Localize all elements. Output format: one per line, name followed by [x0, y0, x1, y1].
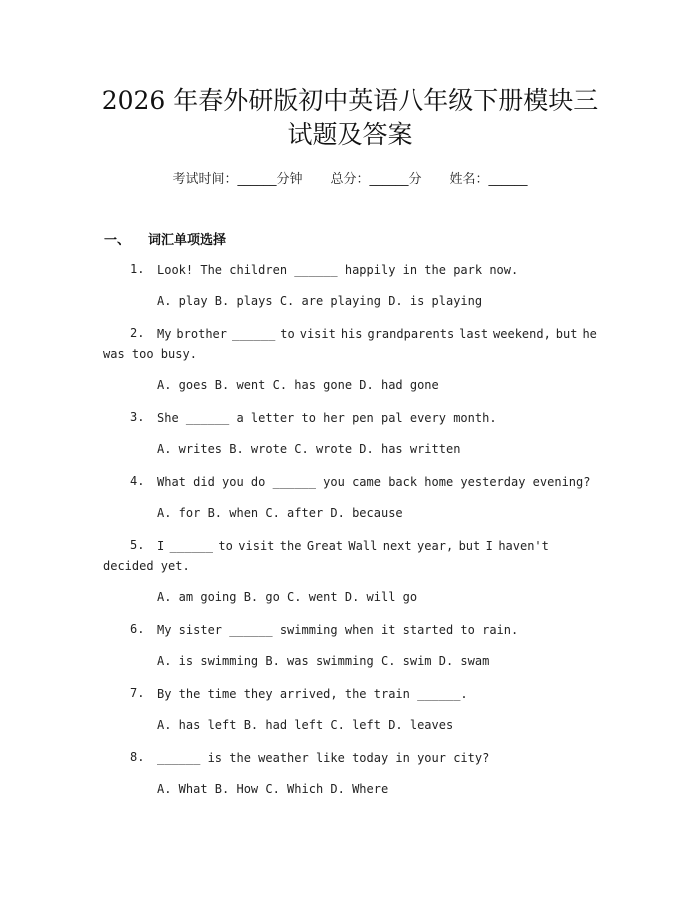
question-word: but [555, 327, 578, 341]
section-title: 词汇单项选择 [148, 233, 227, 248]
question-word: he [582, 327, 597, 341]
exam-meta-line [0, 168, 700, 187]
question-number: 8. [130, 750, 145, 764]
question-number: 3. [130, 410, 145, 424]
document-title-line2: 试题及答案 [287, 120, 413, 149]
question-text: She ______ a letter to her pen pal every month. [157, 411, 497, 425]
question-options: A. am going B. go C. went D. will go [157, 590, 418, 604]
question-word: ______ [231, 327, 276, 341]
question-word: last [459, 327, 489, 341]
question-word: but [458, 539, 481, 553]
question-text: My sister ______ swimming when it started to rain. [157, 623, 519, 637]
question-word: to [280, 327, 295, 341]
section-heading [104, 229, 226, 248]
question-word: Great [306, 539, 344, 553]
question-number: 5. [130, 538, 145, 552]
question-number: 2. [130, 326, 145, 340]
question-options: A. What B. How C. Which D. Where [157, 782, 389, 796]
question-word: I [157, 539, 165, 553]
question-options: A. writes B. wrote C. wrote D. has written [157, 442, 461, 456]
total-score-field: 总分：______分 [330, 172, 422, 187]
question-word: to [218, 539, 233, 553]
question-word: year, [417, 539, 454, 553]
question-word: his [340, 327, 363, 341]
question-text-continued: decided yet. [103, 559, 190, 573]
question-word: I [485, 539, 493, 553]
question-word: weekend, [493, 327, 551, 341]
question-word: grandparents [367, 327, 455, 341]
question-number: 1. [130, 262, 145, 276]
question-word: visit [238, 539, 275, 553]
question-options: A. has left B. had left C. left D. leaves [157, 718, 454, 732]
question-number: 6. [130, 622, 145, 636]
question-text [157, 538, 549, 554]
section-number: 一、 [104, 233, 131, 248]
question-word: Wall [348, 539, 378, 553]
question-word: the [279, 539, 302, 553]
question-options: A. play B. plays C. are playing D. is playing [157, 294, 483, 308]
question-options: A. is swimming B. was swimming C. swim D. swam [157, 654, 490, 668]
question-word: haven't [498, 539, 549, 553]
question-word: ______ [169, 539, 213, 553]
question-text: By the time they arrived, the train ______. [157, 687, 468, 701]
question-word: My [157, 327, 172, 341]
question-text: What did you do ______ you came back home yesterday evening? [157, 475, 591, 489]
question-word: visit [299, 327, 336, 341]
question-text: Look! The children ______ happily in the park now. [157, 263, 519, 277]
question-options: A. goes B. went C. has gone D. had gone [157, 378, 439, 392]
question-options: A. for B. when C. after D. because [157, 506, 403, 520]
question-text [157, 326, 597, 342]
question-text-continued: was too busy. [103, 347, 197, 361]
question-number: 7. [130, 686, 145, 700]
student-name-field: 姓名：______ [449, 172, 528, 187]
exam-time-field: 考试时间：______分钟 [172, 172, 303, 187]
question-text: ______ is the weather like today in your city? [157, 751, 490, 765]
question-word: next [382, 539, 412, 553]
document-title-line1: 2026 年春外研版初中英语八年级下册模块三 [101, 86, 599, 115]
question-number: 4. [130, 474, 145, 488]
question-word: brother [176, 327, 227, 341]
